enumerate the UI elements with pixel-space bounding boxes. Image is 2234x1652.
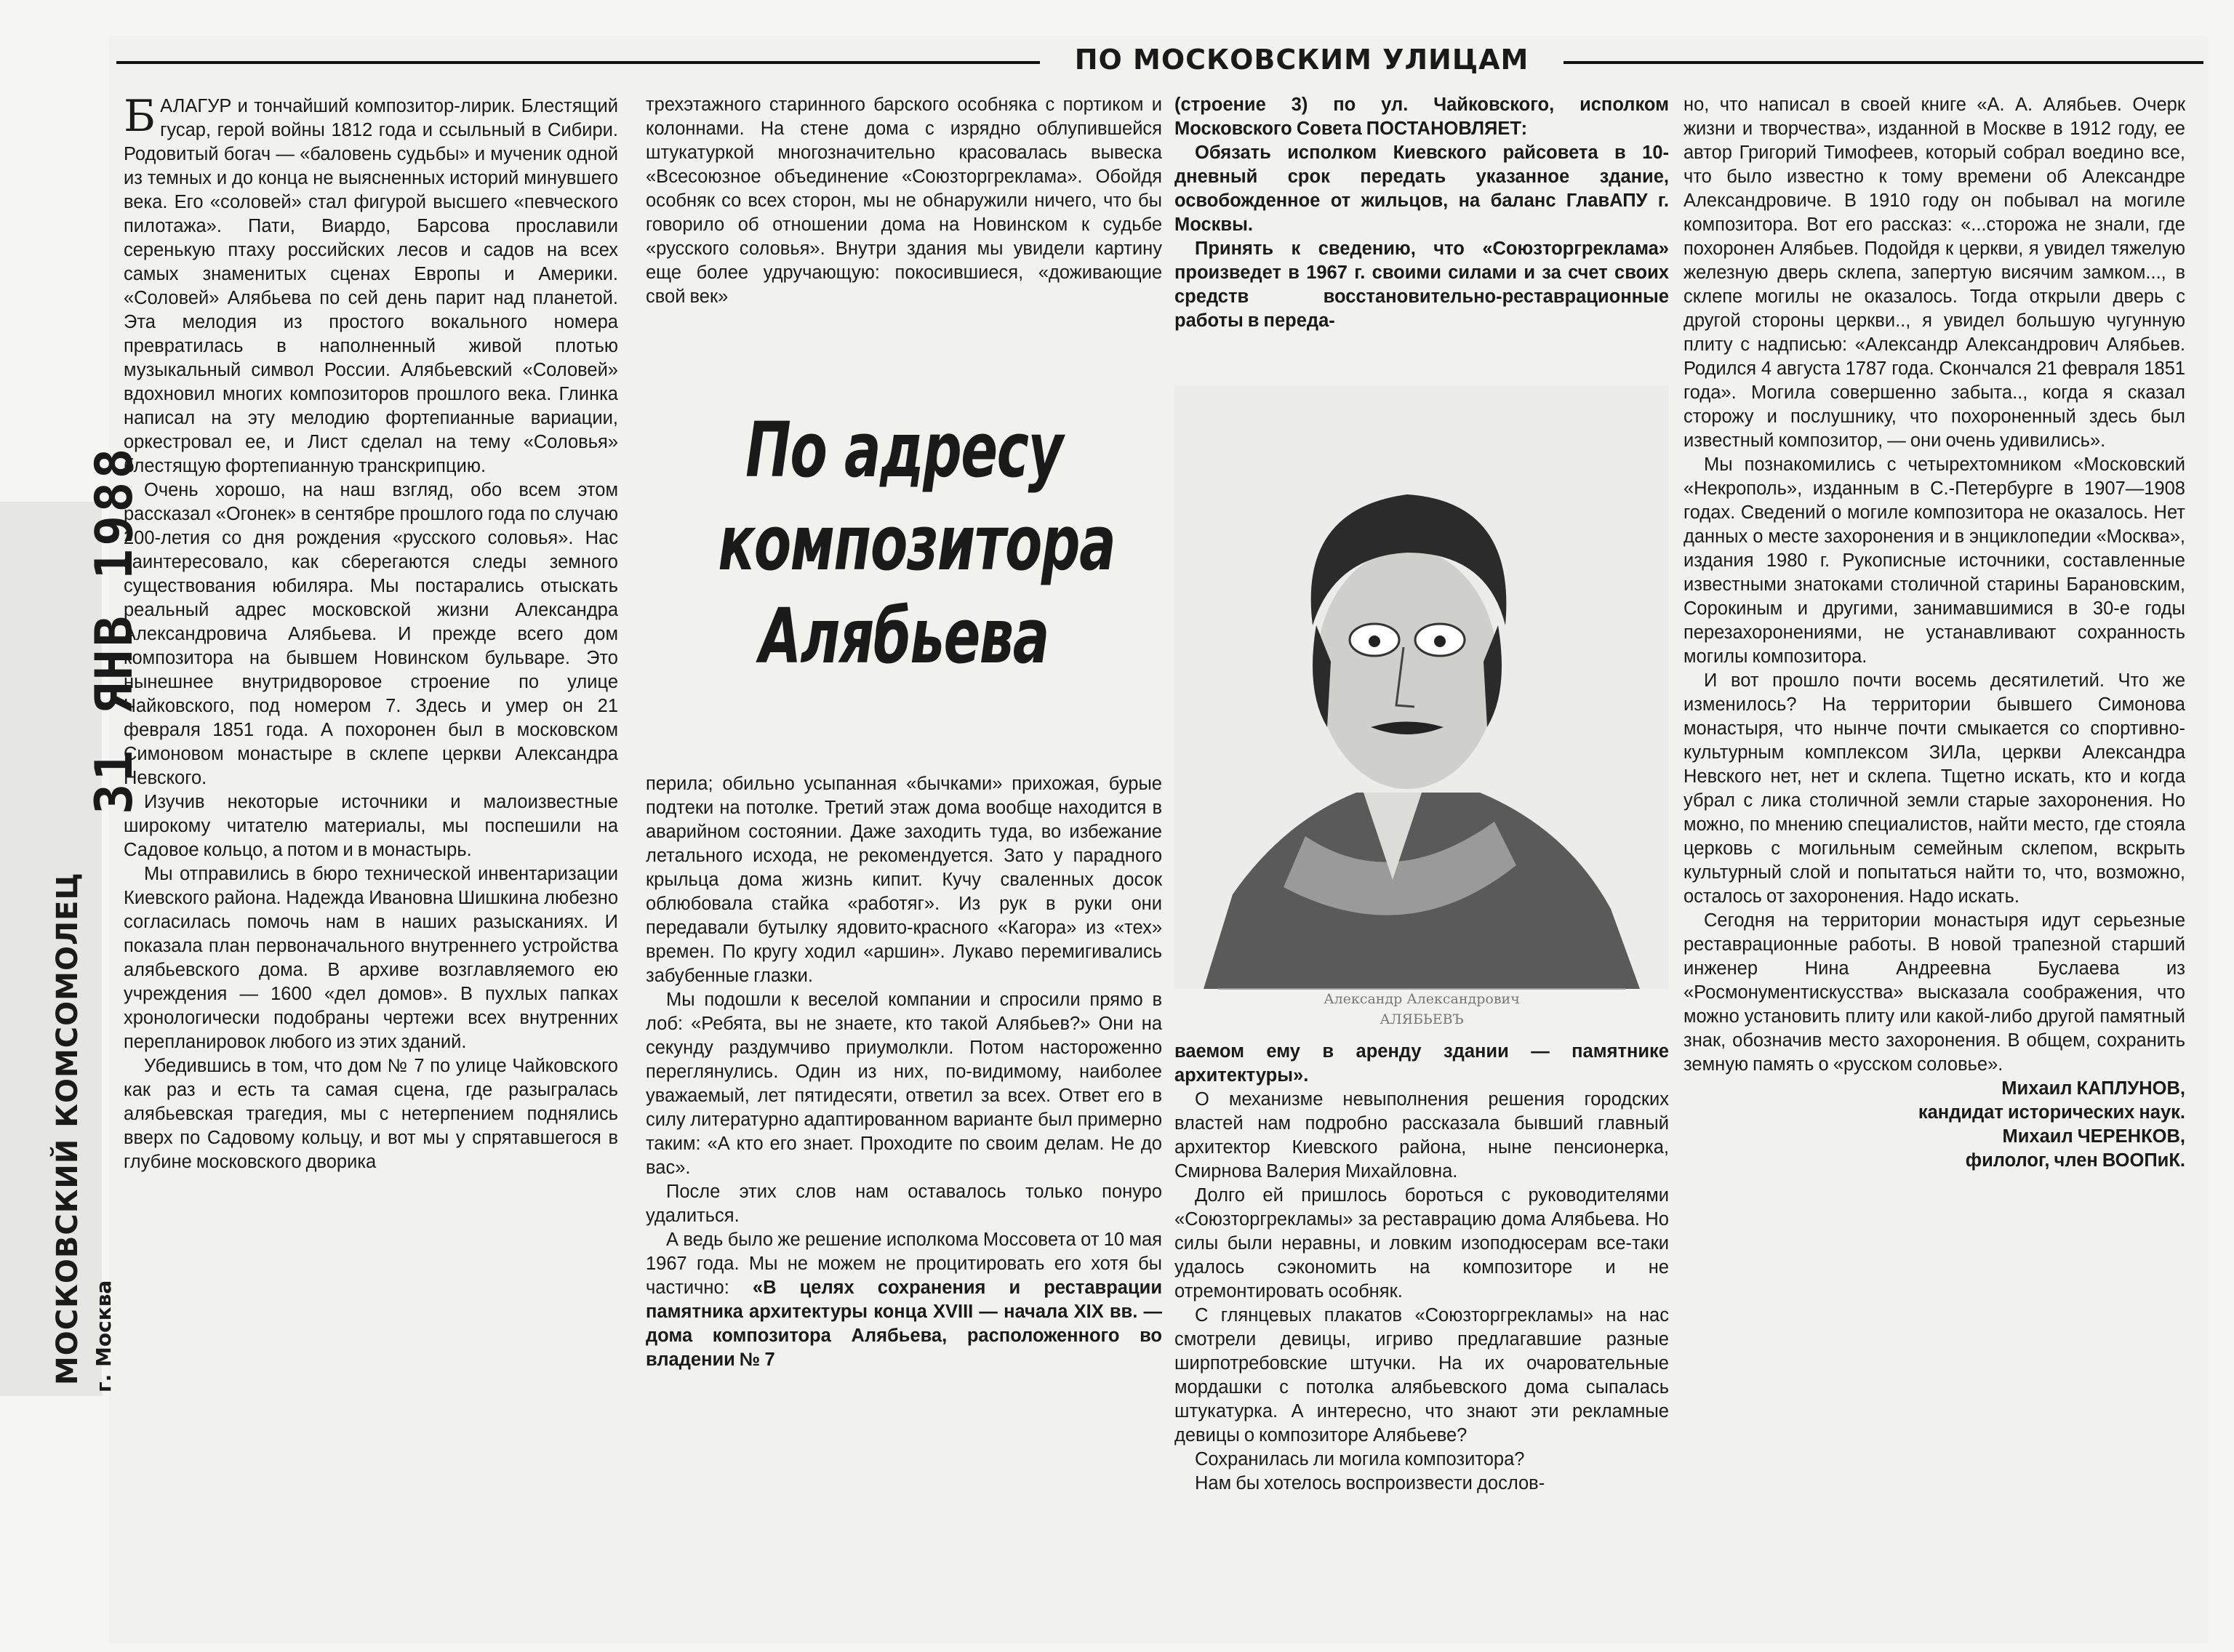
author-title: филолог, член ВООПиК. xyxy=(1965,1150,2185,1171)
section-rubric xyxy=(109,44,2208,80)
caption-name: Александр Александрович xyxy=(1324,991,1520,1007)
composer-portrait xyxy=(1174,385,1669,1040)
author-signature: Михаил ЧЕРЕНКОВ, xyxy=(2002,1126,2185,1147)
article-column-3-top xyxy=(1174,93,1669,333)
article-column-3-bottom xyxy=(1174,1040,1669,1496)
article-column-2-top xyxy=(646,93,1162,309)
paragraph: Изучив некоторые источники и малоизвестные широкому читателю материалы, мы поспешили на Садовое кольцо, а потом и в монастырь. xyxy=(124,792,618,860)
rubric-title: ПО МОСКОВСКИМ УЛИЦАМ xyxy=(1074,44,1529,76)
paragraph: Долго ей пришлось бороться с руководителями «Союзторгрекламы» за реставрацию дома Алябьева. Но силы были неравны, и ловким изоподюсерам все-таки удалось сэкономить на композиторе и не отремонтировать особняк. xyxy=(1174,1185,1669,1302)
drop-cap: Б xyxy=(124,91,156,142)
author-title: кандидат исторических наук. xyxy=(1918,1102,2185,1123)
headline-line-2: композитора xyxy=(718,499,1116,588)
paragraph: Сегодня на территории монастыря идут серьезные реставрационные работы. В новой трапезной старший инженер Нина Андреевна Буслаева из «Росмонументискусства» высказала соображения, что можно установить плиту или какой-либо другой памятный знак, обозначив место захоронения. В общем, сохранить земную память о «русском соловье». xyxy=(1683,910,2185,1075)
headline xyxy=(646,404,1162,753)
paragraph: БАЛАГУР и тончайший композитор-лирик. Блестящий гусар, герой войны 1812 года и ссыльный в Сибири. Родовитый богач — «баловень судьбы» и мученик одной из темных и до конца не выясненных историй минувшего века. Его «соловей» стал фигурой высшего «певческого пилотажа». Пати, Виардо, Барсова прославили серенькую птаху российских лесов и садов на всех самых знаменитых сценах Европы и Америки. «Соловей» Алябьева по сей день парит над планетой. Эта мелодия из простого вокального номера превратилась в наполненный живой плотью музыкальный символ России. Алябьевский «Соловей» вдохновил многих композиторов прошлого века. Глинка написал на эту мелодию фортепианные вариации, оркестровал ее, и Лист сделал на тему «Соловья» блестящую фортепианную транскрипцию. xyxy=(124,91,618,476)
portrait-caption xyxy=(1174,989,1669,1030)
paragraph: Мы отправились в бюро технической инвентаризации Киевского района. Надежда Ивановна Шишкина любезно согласилась помочь нам в наших разысканиях. И показала план первоначального внутреннего устройства алябьевского дома. В архиве возглавляемого ею учреждения — 1600 «дел домов». В пухлых папках хронологически подобраны чертежи всех внутренних перепланировок любого из этих зданий. xyxy=(124,864,618,1052)
paragraph: С глянцевых плакатов «Союзторгрекламы» на нас смотрели девицы, игриво предлагавшие разные ширпотребовские штучки. На их очаровательные мордашки с потолка алябьевского дома сыпалась штукатурка. А интересно, что знают эти рекламные девицы о композиторе Алябьеве? xyxy=(1174,1305,1669,1446)
article-column-4 xyxy=(1683,93,2185,1173)
paragraph: Принять к сведению, что «Союзторгреклама» произведет в 1967 г. своими силами и за счет своих средств восстановительно-реставрационные работы в переда- xyxy=(1174,238,1669,331)
author-signature: Михаил КАПЛУНОВ, xyxy=(2001,1078,2185,1099)
paragraph: Мы подошли к веселой компании и спросили прямо в лоб: «Ребята, вы не знаете, кто такой Алябьев?» Они на секунду раздумчиво приумолкли. Потом настороженно переглянулись. Один из них, по-видимому, наиболее уважаемый, лет пятидесяти, ответил за всех. Ответ его в силу литературно адаптированном варианте был примерно таким: «А кто его знает. Проходите по своим делам. Не до вас». xyxy=(646,990,1162,1178)
portrait-face xyxy=(1316,549,1498,789)
paragraph: Убедившись в том, что дом № 7 по улице Чайковского как раз и есть та самая сцена, где разыгралась алябьевская трагедия, мы с нетерпением поднялись вверх по Садовому кольцу, и вот мы у спрятавшегося в глубине московского дворика xyxy=(124,1056,618,1172)
paragraph: но, что написал в своей книге «А. А. Алябьев. Очерк жизни и творчества», изданной в Москве в 1912 году, ее автор Григорий Тимофеев, который собрал воедино все, что было известно к тому времени об Александре Александровиче. В 1910 году он побывал на могиле композитора. Вот его рассказ: «...сторожа не знали, где похоронен Алябьев. Подойдя к церкви, я увидел тяжелую железную дверь склепа, запертую висячим замком..., в склепе могилы не оказалось. Тогда открыли дверь с другой стороны церкви.., я увидел большую чугунную плиту с надписью: «Александр Александрович Алябьев. Родился 4 августа 1787 года. Скончался 21 февраля 1851 года». Могила совершенно забыта.., когда я сказал сторожу и послушнику, что похороненный здесь был известный композитор, — они очень удивились». xyxy=(1683,95,2185,451)
caption-surname: АЛЯБЬЕВЪ xyxy=(1380,1011,1464,1027)
paragraph: трехэтажного старинного барского особняка с портиком и колоннами. На стене дома с изрядно облупившейся штукатуркой многозначительно красовалась вывеска «Всесоюзное объединение «Союзторгреклама». Обойдя особняк со всех сторон, мы не обнаружили ничего, что бы говорило об отношении дома на Новинском к судьбе «русского соловья». Внутри здания мы увидели картину еще более удручающую: покосившиеся, «доживающие свой век» xyxy=(646,95,1162,307)
rubric-rule-right xyxy=(1564,61,2203,64)
paragraph: А ведь было же решение исполкома Моссовета от 10 мая 1967 года. Мы не можем не процитировать его хотя бы частично: «В целях сохранения и реставрации памятника архитектуры конца XVIII — начала XIX вв. — дома композитора Алябьева, расположенного во владении № 7 xyxy=(646,1230,1162,1370)
paragraph: ваемом ему в аренду здании — памятнике архитектуры». xyxy=(1174,1041,1669,1086)
stamp-date: 31 ЯНВ 1988 xyxy=(84,445,144,814)
article-column-2-bottom xyxy=(646,772,1162,1372)
headline-line-1: По адресу xyxy=(745,406,1062,494)
headline-line-3: Алябьева xyxy=(759,592,1049,681)
paragraph: Мы познакомились с четырехтомником «Московский «Некрополь», изданным в С.-Петербурге в 1907—1908 годах. Сведений о могиле композитора не оказалось. Нет данных о месте захоронения и в энциклопедии «Москва», издания 1980 г. Рукописные источники, составленные известными знатоками столичной старины Барановским, Сорокиным и другими, занимавшимися в 30-е годы перезахоронениями, не устанавливают сохранность могилы композитора. xyxy=(1683,454,2185,667)
paragraph: О механизме невыполнения решения городских властей нам подробно рассказала бывший главный архитектор Киевского района, ныне пенсионерка, Смирнова Валерия Михайловна. xyxy=(1174,1089,1669,1182)
stamp-city: г. Москва xyxy=(92,1280,116,1392)
paragraph: Очень хорошо, на наш взгляд, обо всем этом рассказал «Огонек» в сентябре прошлого года по случаю 200-летия со дня рождения «русского соловья». Нас заинтересовало, как сберегаются следы земного существования юбиляра. Мы постарались отыскать реальный адрес московской жизни Александра Александровича Алябьева. И прежде всего дом композитора на бывшем Новинском бульваре. Это нынешнее внутридворовое строение по улице Чайковского, под номером 7. Здесь и умер он 21 февраля 1851 года. А похоронен был в московском Симоновом монастыре в склепе церкви Александра Невского. xyxy=(124,480,618,788)
paragraph: (строение 3) по ул. Чайковского, исполком Московского Совета ПОСТАНОВЛЯЕТ: xyxy=(1174,95,1669,139)
paragraph: Нам бы хотелось воспроизвести дослов- xyxy=(1195,1473,1545,1493)
rubric-rule-left xyxy=(116,61,1040,64)
paragraph: перила; обильно усыпанная «бычками» прихожая, бурые подтеки на потолке. Третий этаж дома вообще находится в аварийном состоянии. Даже заходить туда, во избежание летального исхода, не рекомендуется. Зато у парадного крыльца дома жизнь кипит. Кучу сваленных досок облюбовала стайка «работяг». Из рук в руки они передавали бутылку ядовито-красного «Кагора» из «тех» времен. По кругу ходил «аршин». Лукаво перемигивались забубенные глазки. xyxy=(646,774,1162,986)
paragraph: После этих слов нам оставалось только понуро удалиться. xyxy=(646,1182,1162,1226)
stamp-newspaper-name: МОСКОВСКИЙ КОМСОМОЛЕЦ xyxy=(51,872,84,1385)
paragraph: И вот прошло почти восемь десятилетий. Что же изменилось? На территории бывшего Симонова монастыря, что нынче почти смыкается со спортивно-культурным комплексом ЗИЛа, церкви Александра Невского нет, нет и склепа. Тщетно искать, кто и когда убрал с лика столичной земли старые захоронения. Но можно, по мнению специалистов, найти место, где стояла церковь с могильным семейным склепом, вскрыть культурный слой и попытаться найти то, что, возможно, осталось от захоронения. Надо искать. xyxy=(1683,670,2185,907)
paragraph: Обязать исполком Киевского райсовета в 10-дневный срок передать указанное здание, освобожденное от жильцов, на баланс ГлавАПУ г. Москвы. xyxy=(1174,143,1669,235)
paragraph: Сохранилась ли могила композитора? xyxy=(1195,1449,1525,1469)
article-column-1 xyxy=(124,91,618,1174)
